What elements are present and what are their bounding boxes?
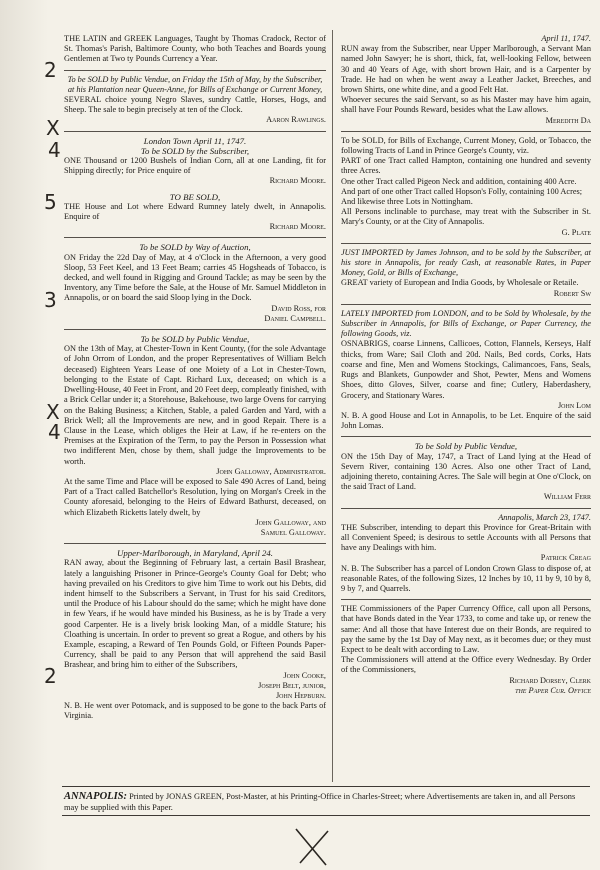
ad-chester-head: To be SOLD by Public Vendue, — [140, 334, 250, 345]
margin-mark-3: 4 — [48, 138, 61, 162]
rule — [341, 131, 591, 132]
ad-sloop-signature-2: Daniel Campbell. — [264, 313, 326, 323]
ad-paper-currency — [341, 604, 591, 696]
ad-chester-body-2: At the same Time and Place will be exposed to Sale 490 Acres of Land, being Part of a Tract called Batchellor's Resolution, lying on Morgan's Creek in the County aforesaid, belonging to the Heirs of Edward Bathurst, deceased, on which Elizabeth Ricketts lately dwelt, by — [64, 476, 326, 517]
rule — [341, 436, 591, 437]
rule — [341, 243, 591, 244]
ad-severn-head: To be Sold by Public Vendue, — [414, 441, 518, 452]
imprint-text: Printed by JONAS GREEN, Post-Master, at his Printing-Office in Charles-Street; where Advertisements are taken in, and all Persons may be supplied with this Paper. — [64, 792, 576, 812]
ad-tracts-body-2: PART of one Tract called Hampton, containing one hundred and seventy three Acres. — [341, 156, 591, 176]
ad-corn-body: ONE Thousand or 1200 Bushels of Indian Corn, all at one Landing, fit for Shipping directly; for Price enquire of — [64, 156, 326, 176]
rule — [64, 70, 326, 71]
page-shadow — [0, 0, 48, 870]
ad-sloop-head: To be SOLD by Way of Auction, — [139, 242, 251, 253]
rule — [341, 599, 591, 600]
ad-tracts-body-4: And part of one other Tract called Hopson's Folly, containing 100 Acres; — [341, 186, 583, 196]
ad-lately-head: LATELY IMPORTED from LONDON, and to be Sold by Wholesale, by the Subscriber in Annapolis, for Bills of Exchange, or Paper Currency, the following Goods, viz. — [341, 308, 591, 339]
ad-slaves-head: To be SOLD by Public Vendue, on Friday the 15th of May, by the Subscriber, at his Plantation near Queen-Anne, for Bills of Exchange or Current Money, — [67, 74, 323, 94]
margin-mark-2: X — [46, 116, 60, 140]
rule — [64, 131, 326, 132]
ad-brashear-dateline: Upper-Marlborough, in Maryland, April 24. — [117, 548, 273, 559]
ad-currency-body-2: The Commissioners will attend at the Office every Wednesday. By Order of the Commissioners, — [341, 655, 591, 675]
footer-rule-top — [62, 786, 590, 787]
ad-lately-note: N. B. A good House and Lot in Annapolis, to be Let. Enquire of the said John Lomas. — [341, 410, 591, 431]
ad-currency-body: THE Commissioners of the Paper Currency Office, call upon all Persons, that have Bonds dated in the Year 1733, to come and take up, or renew the same: And all those that have Interest due on their Bonds, are required to pay the same by the 1st Day of May next, as it becomes due; or they must Expect to be dealt with according to Law. — [341, 604, 591, 654]
ad-latin-greek-text: THE LATIN and GREEK Languages, Taught by Thomas Cradock, Rector of St. Thomas's Parish, Baltimore County, who both Teaches and Boards young Gentlemen at Two ty Pounds Currency a Year. — [64, 34, 326, 64]
ad-slaves-body: SEVERAL choice young Negro Slaves, sundry Cattle, Horses, Hogs, and Sheep. The sale to begin precisely at ten of the Clock. — [64, 95, 326, 115]
ad-sloop-auction — [64, 242, 326, 324]
ad-sloop-signature-1: David Ross, for — [271, 303, 326, 313]
ad-tracts-body-3: One other Tract called Pigeon Neck and addition, containing 400 Acre. — [341, 176, 577, 186]
ad-sloop-body: ON Friday the 22d Day of May, at 4 o'Clock in the Afternoon, a very good Sloop, 53 Feet Keel, and 13 Feet Beam; carries 45 Hogsheads of Tobacco, is decked, and well found in Rigging and Ground Tackle; as may be seen by the Inventory, any Time before the Sale, at the House of Mr. Samuel Middleton in Annapolis, or on board the said Sloop lying in the Dock. — [64, 252, 326, 303]
ad-corn-head: To be SOLD by the Subscriber, — [140, 145, 250, 156]
ad-latin-greek — [64, 34, 326, 65]
ad-departing-province — [341, 513, 591, 595]
footer-rule-bottom — [62, 815, 590, 816]
ad-severn-signature: William Ferr — [543, 492, 591, 502]
rule — [341, 304, 591, 305]
ad-just-imported — [341, 248, 591, 299]
ad-imported-body: GREAT variety of European and India Goods, by Wholesale or Retaile. — [341, 278, 579, 288]
ad-corn-signature: Richard Moore. — [269, 176, 326, 186]
ad-imported-head: JUST IMPORTED by James Johnson, and to be sold by the Subscriber, at his store in Annapolis, for ready Cash, at reasonable Rates, in Paper Money, Gold, or Bills of Exchange, — [341, 247, 591, 278]
ad-departing-dateline: Annapolis, March 23, 1747. — [498, 512, 591, 522]
ad-brashear-body: RAN away, about the Beginning of February last, a certain Basil Brashear, lately a languishing Prisoner in Prince-George's County Goal for Debt; who having prevailed on his Creditors to give him Time to work out his Debts, did indent himself to the Subscribers a Servant, in Trust for his said Creditors, until the Produce of his Labour should do the same; which he might have done in few Years, if he would have minded his Business, as he is by Trade a very good Carpenter. He is a lively brisk looking Man, of a middle Stature; his Cloathing is uncertain. In order to prevent so great a Rogue, and others by his Example, escaping, a Reward of Ten Pounds Gold, or Fifteen Pounds Paper-Currency, shall be paid to any Person that will apprehend the said Basil Brashear, and bring him to either of the Subscribers, — [64, 558, 326, 670]
ad-brashear-signature-2: Joseph Belt, junior, — [258, 680, 326, 690]
left-column — [64, 34, 326, 727]
ad-currency-signature-2: the Paper Cur. Office — [515, 685, 591, 695]
ad-house-signature: Richard Moore. — [269, 222, 326, 232]
ad-indian-corn — [64, 136, 326, 187]
ad-runaway-brashear — [64, 548, 326, 721]
ad-chester-signature-2b: Samuel Galloway. — [260, 527, 326, 537]
printer-imprint — [64, 791, 590, 813]
margin-mark-8: 2 — [44, 664, 57, 688]
rule — [341, 508, 591, 509]
margin-mark-1: 2 — [44, 58, 57, 82]
ad-slaves-signature: Aaron Rawlings. — [266, 115, 326, 125]
ad-land-tracts — [341, 136, 591, 238]
ad-severn-river — [341, 441, 591, 502]
ad-currency-signature-1: Richard Dorsey, Clerk — [509, 675, 591, 685]
ad-sawyer-signature: Meredith Da — [545, 115, 591, 125]
ad-imported-signature: Robert Sw — [553, 288, 591, 298]
column-divider — [332, 30, 333, 782]
right-column — [341, 34, 591, 701]
ad-house-head: TO BE SOLD, — [169, 191, 221, 202]
ad-tracts-body-6: All Persons inclinable to purchase, may treat with the Subscriber in St. Mary's County, or at the City of Annapolis. — [341, 207, 591, 227]
ad-lately-imported — [341, 309, 591, 431]
ad-chester-body: ON the 13th of May, at Chester-Town in Kent County, (for the sole Advantage of John Orrom of London, and the proper Representatives of William Belch deceased) Eighteen Years Lease of one Moiety of a Lot in Chester-Town, belonging to the Estate of Capt. Richard Lux, deceased; on which is a Dwelling-House, 40 Feet in Front, and 20 Feet deep, compleatly finished, with a Brick Cellar under it; a Storehouse, Bakehouse, two large Ovens for carrying on the Baking Business; a Kitchen, Stable, a paled Garden and Yard, with a Brick Well; all the Improvements are new, and in good Repair. There is a Clause in the Lease, which obliges the Heir at Law, if he re-enters on the Premises at the Expiration of the Term, to pay the Person in Possession what two indifferent Men, chose by them, shall judge the Improvements to be worth. — [64, 344, 326, 466]
ad-brashear-signature-3: John Hepburn. — [275, 690, 326, 700]
ad-departing-signature: Patrick Creag — [540, 553, 591, 563]
ad-lately-body: OSNABRIGS, coarse Linnens, Callicoes, Cotton, Flannels, Kerseys, Half thicks, from Ware; Sail Cloth and 20d. Nails, Bed cords, Corks, Hats coarse and fine, Men and Womens Stockings, Calimancoes, Fans, Seals, Rugs and Blankets, Gunpowder and Shot, Pewter, Mens and Womens Shoes, ditto Gloves, Silver, coarse and fine; Cutlery, Haberdashery, Grocery, and Stationary Wares. — [341, 339, 591, 400]
ad-brashear-signature-1: John Cooke, — [283, 670, 326, 680]
ad-lately-signature: John Lom — [557, 400, 591, 410]
ad-severn-body: ON the 15th Day of May, 1747, a Tract of Land lying at the Head of Severn River, containing 130 Acres. Also one other Tract of Land, adjoining thereto, containing Acres. The Sale will begin at One o'Clock, on the said Tract of Land. — [341, 451, 591, 492]
ad-brashear-note: N. B. He went over Potomack, and is supposed to be gone to the back Parts of Virginia. — [64, 701, 326, 721]
ad-departing-body: THE Subscriber, intending to depart this Province for Great-Britain with all Convenient Speed; is desirous to settle Accounts with all Persons that have any Dealings with him. — [341, 522, 591, 553]
handwritten-x-mark — [292, 825, 332, 869]
margin-mark-7: 4 — [48, 420, 61, 444]
margin-mark-4: 5 — [44, 190, 57, 214]
rule — [64, 329, 326, 330]
ad-house-body: THE House and Lot where Edward Rumney lately dwelt, in Annapolis. Enquire of — [64, 201, 326, 222]
margin-mark-5: 3 — [44, 288, 57, 312]
ad-runaway-sawyer — [341, 34, 591, 126]
ad-house-lot — [64, 192, 326, 233]
imprint-place: ANNAPOLIS: — [64, 791, 128, 802]
ad-chester-signature-2a: John Galloway, and — [255, 517, 326, 527]
rule — [64, 237, 326, 238]
margin-mark-6: X — [46, 400, 60, 424]
ad-sawyer-body: RUN away from the Subscriber, near Upper Marlborough, a Servant Man named John Sawyer; he is short, thick, fat, well-looking Fellow, between 30 and 40 Years of Age, with short brown Hair, and is a Carpenter by Trade. He had on when he went away a Leather Jacket, Breeches, and brown Shirts, one white dine, and a good Felt Hat. — [341, 44, 591, 95]
ad-chester-town — [64, 334, 326, 538]
ad-sawyer-body-2: Whoever secures the said Servant, so as his Master may have him again, shall have Four Pounds Reward, besides what the Law allows. — [341, 95, 591, 115]
ad-departing-note: N. B. The Subscriber has a parcel of London Crown Glass to dispose of, at reasonable Rates, of the following Sizes, 12 Inches by 10, 11 by 9, 10 by 8, 9 by 7, and Quarrels. — [341, 563, 591, 593]
ad-chester-signature: John Galloway, Administrator. — [216, 466, 326, 476]
ad-negro-slaves — [64, 75, 326, 126]
ad-tracts-signature: G. Plate — [561, 227, 591, 237]
ad-tracts-body-5: And likewise three Lots in Nottingham. — [341, 197, 473, 207]
rule — [64, 543, 326, 544]
ad-corn-dateline: London Town April 11, 1747. — [143, 135, 247, 146]
ad-sawyer-dateline: April 11, 1747. — [541, 34, 591, 43]
ad-tracts-body: To be SOLD, for Bills of Exchange, Current Money, Gold, or Tobacco, the following Tracts of Land in Prince George's County, viz. — [341, 135, 591, 156]
